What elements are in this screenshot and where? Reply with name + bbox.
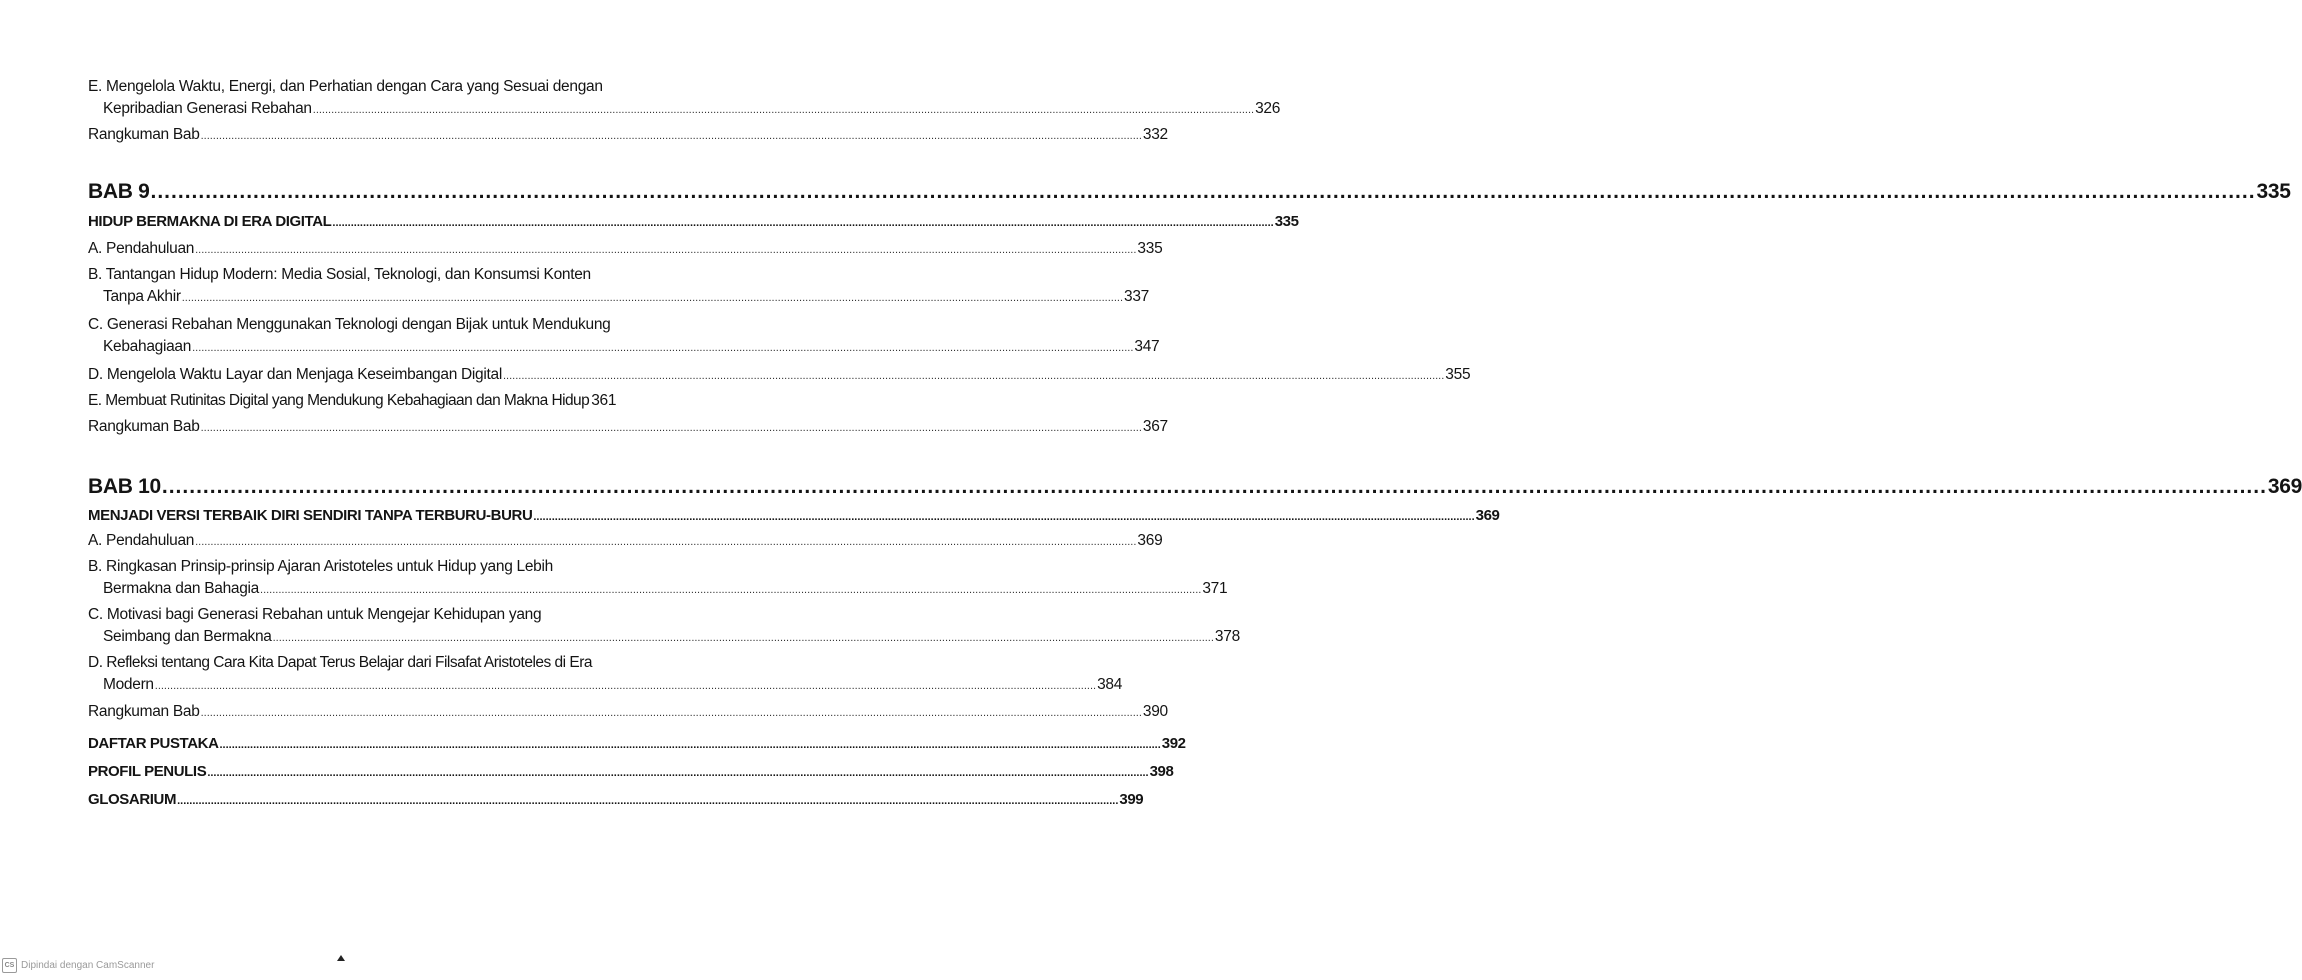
toc-entry-line1: C. Motivasi bagi Generasi Rebahan untuk Mengejar Kehidupan yang xyxy=(88,606,542,623)
toc-entry-10a[interactable] xyxy=(88,530,1163,553)
leader-dots xyxy=(195,531,1136,553)
page-number: 326 xyxy=(1255,100,1281,117)
page-number: 369 xyxy=(1475,507,1500,524)
page-number: 390 xyxy=(1142,703,1168,720)
leader-dots xyxy=(273,627,1214,649)
chapter-heading-bab10[interactable] xyxy=(88,474,2302,500)
leader-dots xyxy=(201,125,1142,147)
leader-dots xyxy=(332,212,1273,234)
leader-dots xyxy=(503,365,1444,387)
page-number: 332 xyxy=(1142,126,1168,143)
toc-entry-line1: B. Ringkasan Prinsip-prinsip Ajaran Aristoteles untuk Hidup yang Lebih xyxy=(88,558,553,575)
toc-entry-line2: Kebahagiaan xyxy=(103,338,192,355)
chapter-subtitle: MENJADI VERSI TERBAIK DIRI SENDIRI TANPA TERBURU-BURU xyxy=(88,507,533,524)
leader-dots xyxy=(177,790,1118,812)
leader-dots xyxy=(201,702,1142,724)
leader-dots xyxy=(151,179,2256,205)
chapter-subtitle: HIDUP BERMAKNA DI ERA DIGITAL xyxy=(88,213,332,230)
leader-dots xyxy=(201,417,1142,439)
camscanner-icon: CS xyxy=(2,958,17,973)
toc-entry-rangkuman-10[interactable] xyxy=(88,701,1168,724)
toc-entry-9b[interactable] xyxy=(88,264,1149,309)
toc-entry-label: Rangkuman Bab xyxy=(88,418,200,435)
toc-entry-label: PROFIL PENULIS xyxy=(88,763,207,780)
toc-entry-glosarium[interactable] xyxy=(88,789,1144,812)
toc-entry-line1: E. Mengelola Waktu, Energi, dan Perhatian dengan Cara yang Sesuai dengan xyxy=(88,78,603,95)
toc-entry-line2: Tanpa Akhir xyxy=(103,288,181,305)
page-number: 361 xyxy=(591,392,617,409)
chapter-heading-bab9[interactable] xyxy=(88,179,2291,205)
page-number: 392 xyxy=(1161,735,1186,752)
page-number: 371 xyxy=(1202,580,1228,597)
page-number: 355 xyxy=(1445,366,1471,383)
toc-entry-line1: D. Refleksi tentang Cara Kita Dapat Terus Belajar dari Filsafat Aristoteles di Era xyxy=(88,654,593,671)
chapter-title: BAB 10 xyxy=(88,475,161,498)
toc-entry-9e[interactable] xyxy=(88,390,617,413)
leader-dots xyxy=(260,579,1201,601)
leader-dots xyxy=(195,239,1136,261)
toc-entry-label: E. Membuat Rutinitas Digital yang Mendukung Kebahagiaan dan Makna Hidup xyxy=(88,392,590,409)
leader-dots xyxy=(207,762,1148,784)
toc-entry-line2: Seimbang dan Bermakna xyxy=(103,628,272,645)
page-number: 347 xyxy=(1134,338,1160,355)
leader-dots xyxy=(155,675,1096,697)
page-number: 367 xyxy=(1142,418,1168,435)
leader-dots xyxy=(162,474,2267,500)
toc-entry-label: DAFTAR PUSTAKA xyxy=(88,735,219,752)
page-number: 369 xyxy=(1137,532,1163,549)
toc-entry-label: GLOSARIUM xyxy=(88,791,177,808)
toc-entry-line2: Kepribadian Generasi Rebahan xyxy=(103,100,312,117)
toc-entry-rangkuman-9[interactable] xyxy=(88,416,1168,439)
page-number: 335 xyxy=(1274,213,1299,230)
page-number: 384 xyxy=(1097,676,1123,693)
page-number: 369 xyxy=(2267,475,2302,498)
leader-dots xyxy=(533,506,1474,528)
toc-entry-9a[interactable] xyxy=(88,238,1163,261)
page-number: 335 xyxy=(1137,240,1163,257)
leader-dots xyxy=(182,287,1123,309)
toc-entry-label: A. Pendahuluan xyxy=(88,240,195,257)
leader-dots xyxy=(313,99,1254,121)
toc-entry-line1: B. Tantangan Hidup Modern: Media Sosial, Teknologi, dan Konsumsi Konten xyxy=(88,266,591,283)
toc-entry-daftar-pustaka[interactable] xyxy=(88,733,1186,756)
page-number: 399 xyxy=(1119,791,1144,808)
leader-dots xyxy=(220,734,1161,756)
toc-entry-9c[interactable] xyxy=(88,314,1160,359)
page-number: 337 xyxy=(1124,288,1149,305)
scanner-watermark-text: Dipindai dengan CamScanner xyxy=(21,960,155,971)
toc-entry-10d[interactable] xyxy=(88,652,1123,697)
toc-entry-label: D. Mengelola Waktu Layar dan Menjaga Keseimbangan Digital xyxy=(88,366,502,383)
chapter-subtitle-bab9[interactable] xyxy=(88,211,1299,234)
page-number: 378 xyxy=(1214,628,1240,645)
toc-entry-8e[interactable] xyxy=(88,76,1281,121)
toc-entry-label: Rangkuman Bab xyxy=(88,126,200,143)
page-number: 398 xyxy=(1149,763,1174,780)
chapter-title: BAB 9 xyxy=(88,180,150,203)
toc-entry-label: Rangkuman Bab xyxy=(88,703,200,720)
page-mark-icon xyxy=(337,955,345,961)
toc-entry-label: A. Pendahuluan xyxy=(88,532,195,549)
leader-dots xyxy=(192,337,1133,359)
scanner-watermark xyxy=(2,958,154,973)
toc-entry-rangkuman-8[interactable] xyxy=(88,124,1168,147)
chapter-subtitle-bab10[interactable] xyxy=(88,505,1500,528)
toc-entry-line1: C. Generasi Rebahan Menggunakan Teknologi dengan Bijak untuk Mendukung xyxy=(88,316,611,333)
toc-entry-10c[interactable] xyxy=(88,604,1240,649)
page-number: 335 xyxy=(2256,180,2291,203)
toc-entry-9d[interactable] xyxy=(88,364,1471,387)
toc-entry-profil-penulis[interactable] xyxy=(88,761,1174,784)
toc-entry-line2: Modern xyxy=(103,676,154,693)
toc-entry-10b[interactable] xyxy=(88,556,1228,601)
toc-entry-line2: Bermakna dan Bahagia xyxy=(103,580,260,597)
